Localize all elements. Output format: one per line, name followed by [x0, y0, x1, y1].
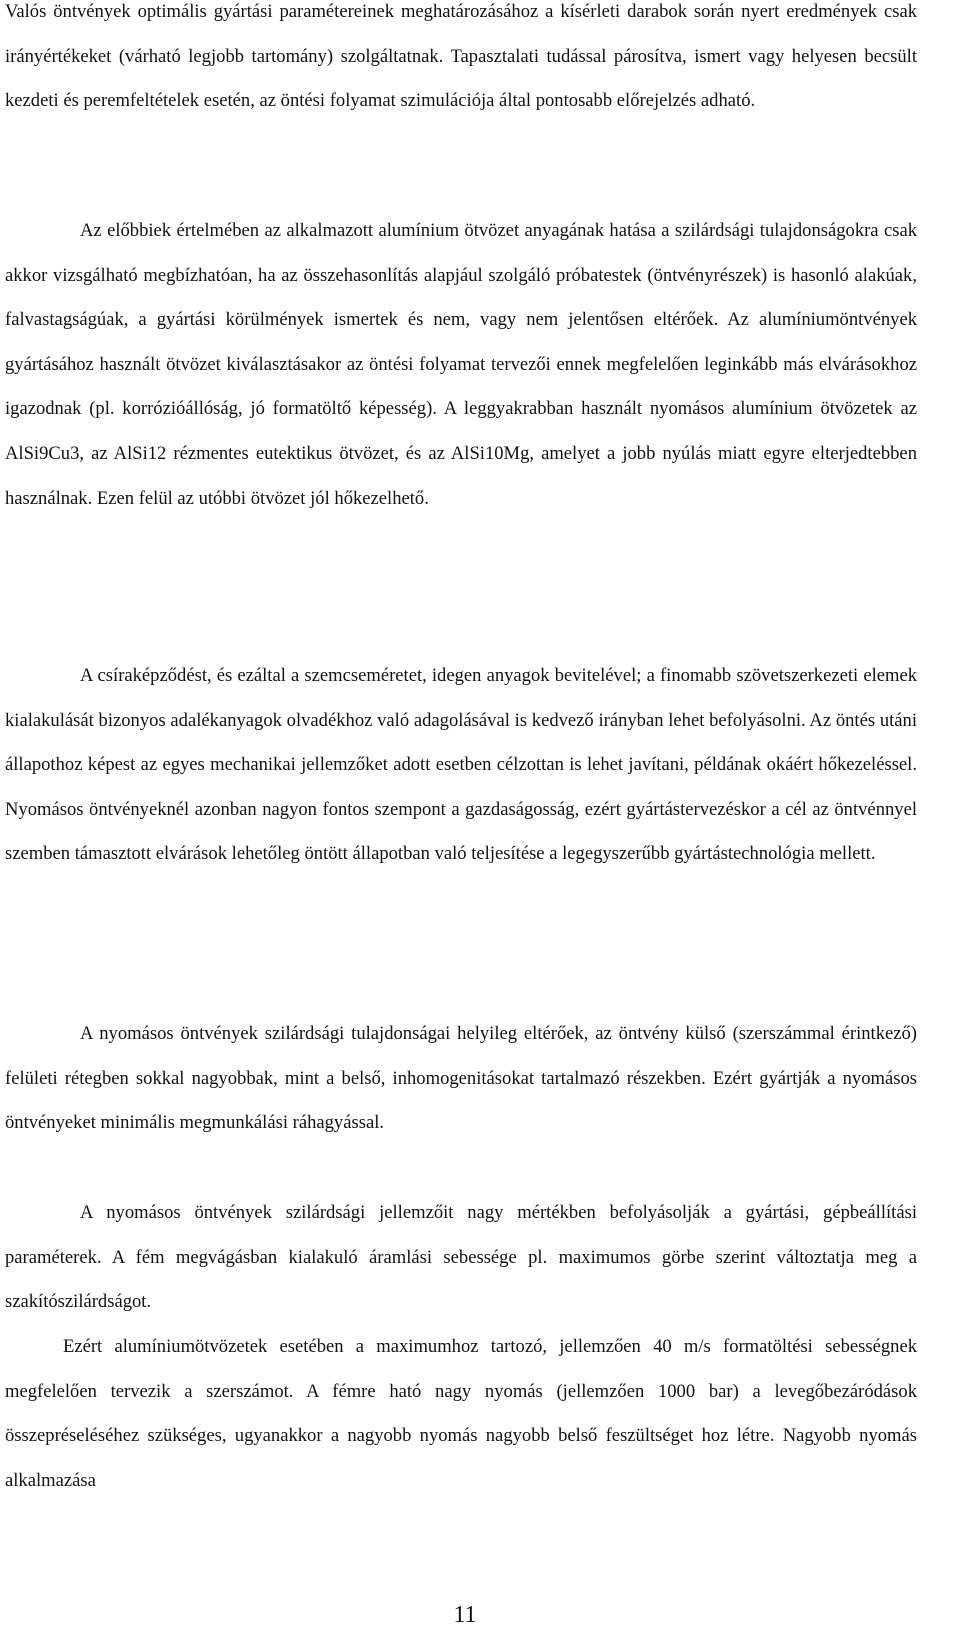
- paragraph-1: Valós öntvények optimális gyártási paramétereinek meghatározásához a kísérleti darabok során nyert eredmények csak irányértékeket (várható legjobb tartomány) szolgáltatnak. Tapasztalati tudással párosítva, ismert vagy helyesen becsült kezdeti és peremfeltételek esetén, az öntési folyamat szimulációja által pontosabb előrejelzés adható.: [5, 1, 917, 112]
- paragraph-4: A nyomásos öntvények szilárdsági tulajdonságai helyileg eltérőek, az öntvény külső (szerszámmal érintkező) felületi rétegben sokkal nagyobbak, mint a belső, inhomogenitásokat tartalmazó részekben. Ezért gyártják a nyomásos öntvényeket minimális megmunkálási ráhagyással.: [5, 1023, 917, 1134]
- paragraph-3: A csíraképződést, és ezáltal a szemcseméretet, idegen anyagok bevitelével; a finomabb szövetszerkezeti elemek kialakulását bizonyos adalékanyagok olvadékhoz való adagolásával is kedvező irányban lehet befolyásolni. Az öntés utáni állapothoz képest az egyes mechanikai jellemzőket adott esetben célzottan is lehet javítani, példának okáért hőkezeléssel. Nyomásos öntvényeknél azonban nagyon fontos szempont a gazdaságosság, ezért gyártástervezéskor a cél az öntvénnyel szemben támasztott elvárások lehetőleg öntött állapotban való teljesítése a legegyszerűbb gyártástechnológia mellett.: [5, 665, 917, 865]
- document-page: [5, 0, 917, 1640]
- paragraph-6: Ezért alumíniumötvözetek esetében a maximumhoz tartozó, jellemzően 40 m/s formatöltési sebességnek megfelelően tervezik a szerszámot. A fémre ható nagy nyomás (jellemzően 1000 bar) a levegőbezáródások összepréseléséhez szükséges, ugyanakkor a nagyobb nyomás nagyobb belső feszültséget hoz létre. Nagyobb nyomás alkalmazása: [5, 1336, 917, 1491]
- paragraph-5: A nyomásos öntvények szilárdsági jellemzőit nagy mértékben befolyásolják a gyártási, gépbeállítási paraméterek. A fém megvágásban kialakuló áramlási sebessége pl. maximumos görbe szerint változtatja meg a szakítószilárdságot.: [5, 1202, 917, 1313]
- page-number: 11: [453, 1602, 477, 1628]
- paragraph-2: Az előbbiek értelmében az alkalmazott alumínium ötvözet anyagának hatása a szilárdsági tulajdonságokra csak akkor vizsgálható megbízhatóan, ha az összehasonlítás alapjául szolgáló próbatestek (öntvényrészek) is hasonló alakúak, falvastagságúak, a gyártási körülmények ismertek és nem, vagy nem jelentősen eltérőek. Az alumíniumöntvények gyártásához használt ötvözet kiválasztásakor az öntési folyamat tervezői ennek megfelelően leginkább más elvárásokhoz igazodnak (pl. korrózióállóság, jó formatöltő képesség). A leggyakrabban használt nyomásos alumínium ötvözetek az AlSi9Cu3, az AlSi12 rézmentes eutektikus ötvözet, és az AlSi10Mg, amelyet a jobb nyúlás miatt egyre elterjedtebben használnak. Ezen felül az utóbbi ötvözet jól hőkezelhető.: [5, 220, 917, 509]
